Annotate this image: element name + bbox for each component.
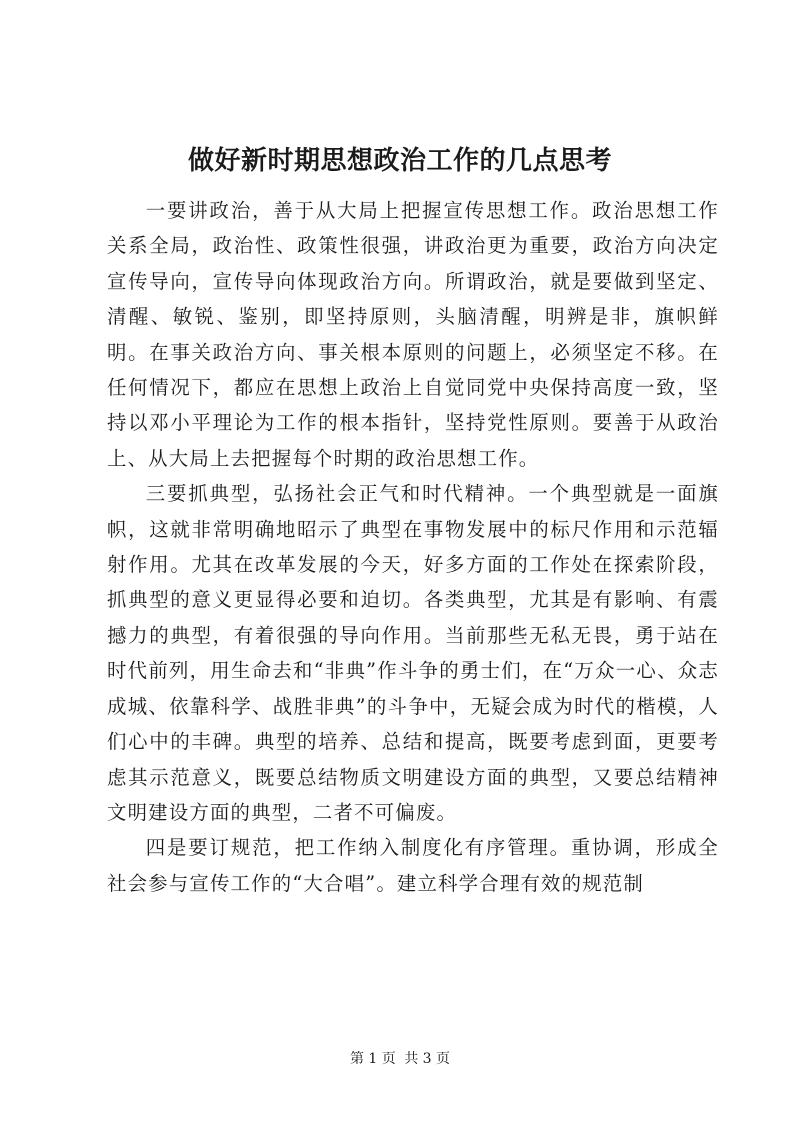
- paragraph-typical-models: 三要抓典型，弘扬社会正气和时代精神。一个典型就是一面旗帜，这就非常明确地昭示了典型在事物发展中的标尺作用和示范辐射作用。尤其在改革发展的今天，好多方面的工作处在探索阶段，抓典型的意义更显得必要和迫切。各类典型，尤其是有影响、有震撼力的典型，有着很强的导向作用。当前那些无私无畏，勇于站在时代前列，用生命去和“非典”作斗争的勇士们，在“万众一心、众志成城、依靠科学、战胜非典”的斗争中，无疑会成为时代的楷模，人们心中的丰碑。典型的培养、总结和提高，既要考虑到面，更要考虑其示范意义，既要总结物质文明建设方面的典型，又要总结精神文明建设方面的典型，二者不可偏废。: [107, 482, 719, 824]
- page-total: 共 3 页: [404, 1051, 451, 1067]
- document-body: [107, 193, 719, 901]
- paragraph-standards: 四是要订规范，把工作纳入制度化有序管理。重协调，形成全社会参与宣传工作的“大合唱”。建立科学合理有效的规范制: [107, 836, 719, 895]
- page-number: 第 1 页: [349, 1051, 396, 1067]
- page-footer: [0, 1049, 800, 1069]
- paragraph-politics: 一要讲政治，善于从大局上把握宣传思想工作。政治思想工作关系全局，政治性、政策性很强，讲政治更为重要，政治方向决定宣传导向，宣传导向体现政治方向。所谓政治，就是要做到坚定、清醒、敏锐、鉴别，即坚持原则，头脑清醒，明辨是非，旗帜鲜明。在事关政治方向、事关根本原则的问题上，必须坚定不移。在任何情况下，都应在思想上政治上自觉同党中央保持高度一致，坚持以邓小平理论为工作的根本指针，坚持党性原则。要善于从政治上、从大局上去把握每个时期的政治思想工作。: [107, 199, 719, 470]
- document-title: 做好新时期思想政治工作的几点思考: [187, 146, 612, 176]
